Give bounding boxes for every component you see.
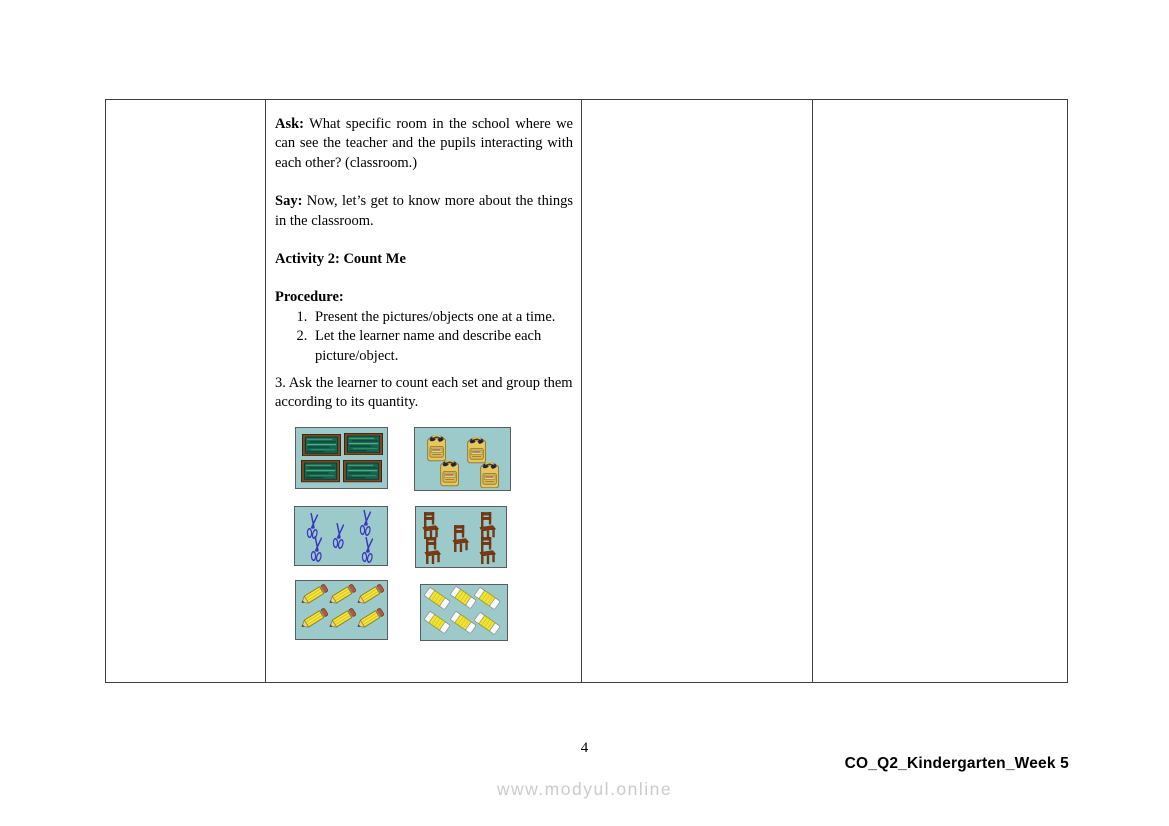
eraser-icon <box>472 585 502 612</box>
scissors-icon <box>358 510 375 538</box>
document-code: CO_Q2_Kindergarten_Week 5 <box>844 755 1069 772</box>
procedure-list <box>275 308 573 366</box>
page-number: 4 <box>580 740 589 756</box>
eraser-icon <box>423 608 453 635</box>
ask-text: What specific room in the school where we can see the teacher and the pupils interacting with each other? (classroom.) <box>275 116 573 171</box>
chair-icon <box>424 537 441 564</box>
picture-card-scissors <box>294 506 388 566</box>
scissors-icon <box>360 536 377 564</box>
blackboard-icon <box>344 433 383 455</box>
chair-icon <box>452 525 469 552</box>
ask-paragraph <box>275 115 573 173</box>
procedure-item-1: 1. Present the pictures/objects one at a time. <box>311 308 573 327</box>
scissors-icon <box>330 522 347 550</box>
blackboard-icon <box>343 460 382 482</box>
chair-icon <box>479 512 496 539</box>
blackboard-icon <box>301 460 340 482</box>
school-bag-icon <box>478 458 501 489</box>
lesson-plan-table <box>105 99 1068 683</box>
watermark-text: www.modyul.online <box>496 779 673 799</box>
table-column-4-empty <box>813 100 1067 682</box>
picture-card-school-bag <box>414 427 511 491</box>
table-column-3-empty <box>582 100 813 682</box>
table-column-1-empty <box>106 100 266 682</box>
pencil-icon <box>353 606 386 633</box>
ask-label: Ask: <box>275 116 305 132</box>
eraser-icon <box>472 610 502 637</box>
pencil-icon <box>353 582 386 609</box>
procedure-step-3: 3. Ask the learner to count each set and group them according to its quantity. <box>275 375 573 411</box>
procedure-item-2: 2. Let the learner name and describe each picture/object. <box>311 327 573 366</box>
chair-icon <box>422 512 439 539</box>
table-column-2-content <box>266 100 582 682</box>
pencil-icon <box>297 606 330 633</box>
picture-cards-area <box>275 426 573 648</box>
say-text: Now, let’s get to know more about the things in the classroom. <box>275 193 573 229</box>
say-paragraph <box>275 192 573 231</box>
picture-card-pencil <box>295 580 388 640</box>
procedure-label: Procedure: <box>275 289 344 306</box>
pencil-icon <box>297 582 330 609</box>
pencil-icon <box>325 582 358 609</box>
school-bag-icon <box>438 456 461 487</box>
activity-title: Activity 2: Count Me <box>275 251 406 268</box>
blackboard-icon <box>302 434 341 456</box>
picture-card-eraser <box>420 584 508 641</box>
pencil-icon <box>325 606 358 633</box>
say-label: Say: <box>275 193 303 210</box>
eraser-icon <box>423 585 453 612</box>
picture-card-blackboard <box>295 427 388 489</box>
chair-icon <box>479 537 496 564</box>
scissors-icon <box>308 535 325 563</box>
picture-card-chair <box>415 506 507 568</box>
